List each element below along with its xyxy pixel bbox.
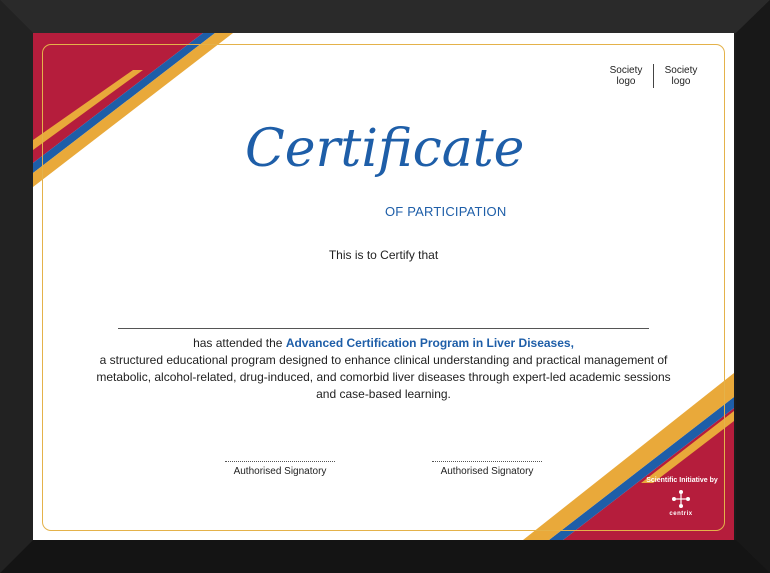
signature-line xyxy=(225,461,335,462)
centrix-brand-name: centrix xyxy=(669,511,693,517)
society-logo-2: Society logo xyxy=(664,65,698,87)
signature-label: Authorised Signatory xyxy=(233,466,327,477)
certify-text: This is to Certify that xyxy=(328,248,439,262)
body-lead: has attended the xyxy=(193,336,286,350)
logo-divider xyxy=(653,64,654,88)
society-logos xyxy=(603,64,704,88)
body-description: a structured educational program designed to enhance clinical understanding and practical management of metabolic, alcohol-related, drug-induced, and comorbid liver diseases through expert-led academic sessions and case-based learning. xyxy=(96,353,671,401)
certificate-paper xyxy=(33,33,734,540)
signature-line xyxy=(432,461,542,462)
initiative-label: Scientific Initiative by xyxy=(646,477,718,484)
signature-label: Authorised Signatory xyxy=(440,466,534,477)
centrix-logo-icon xyxy=(670,488,692,510)
certificate-subtitle: OF PARTICIPATION xyxy=(385,204,507,219)
certificate-body xyxy=(93,335,674,403)
inner-gold-border xyxy=(42,44,725,531)
society-logo-1: Society logo xyxy=(609,65,643,87)
certificate-title: Certificate xyxy=(245,119,525,179)
recipient-name-line xyxy=(118,328,649,329)
signature-block-2 xyxy=(432,461,542,477)
program-name: Advanced Certification Program in Liver Diseases, xyxy=(285,336,574,350)
signature-block-1 xyxy=(225,461,335,477)
